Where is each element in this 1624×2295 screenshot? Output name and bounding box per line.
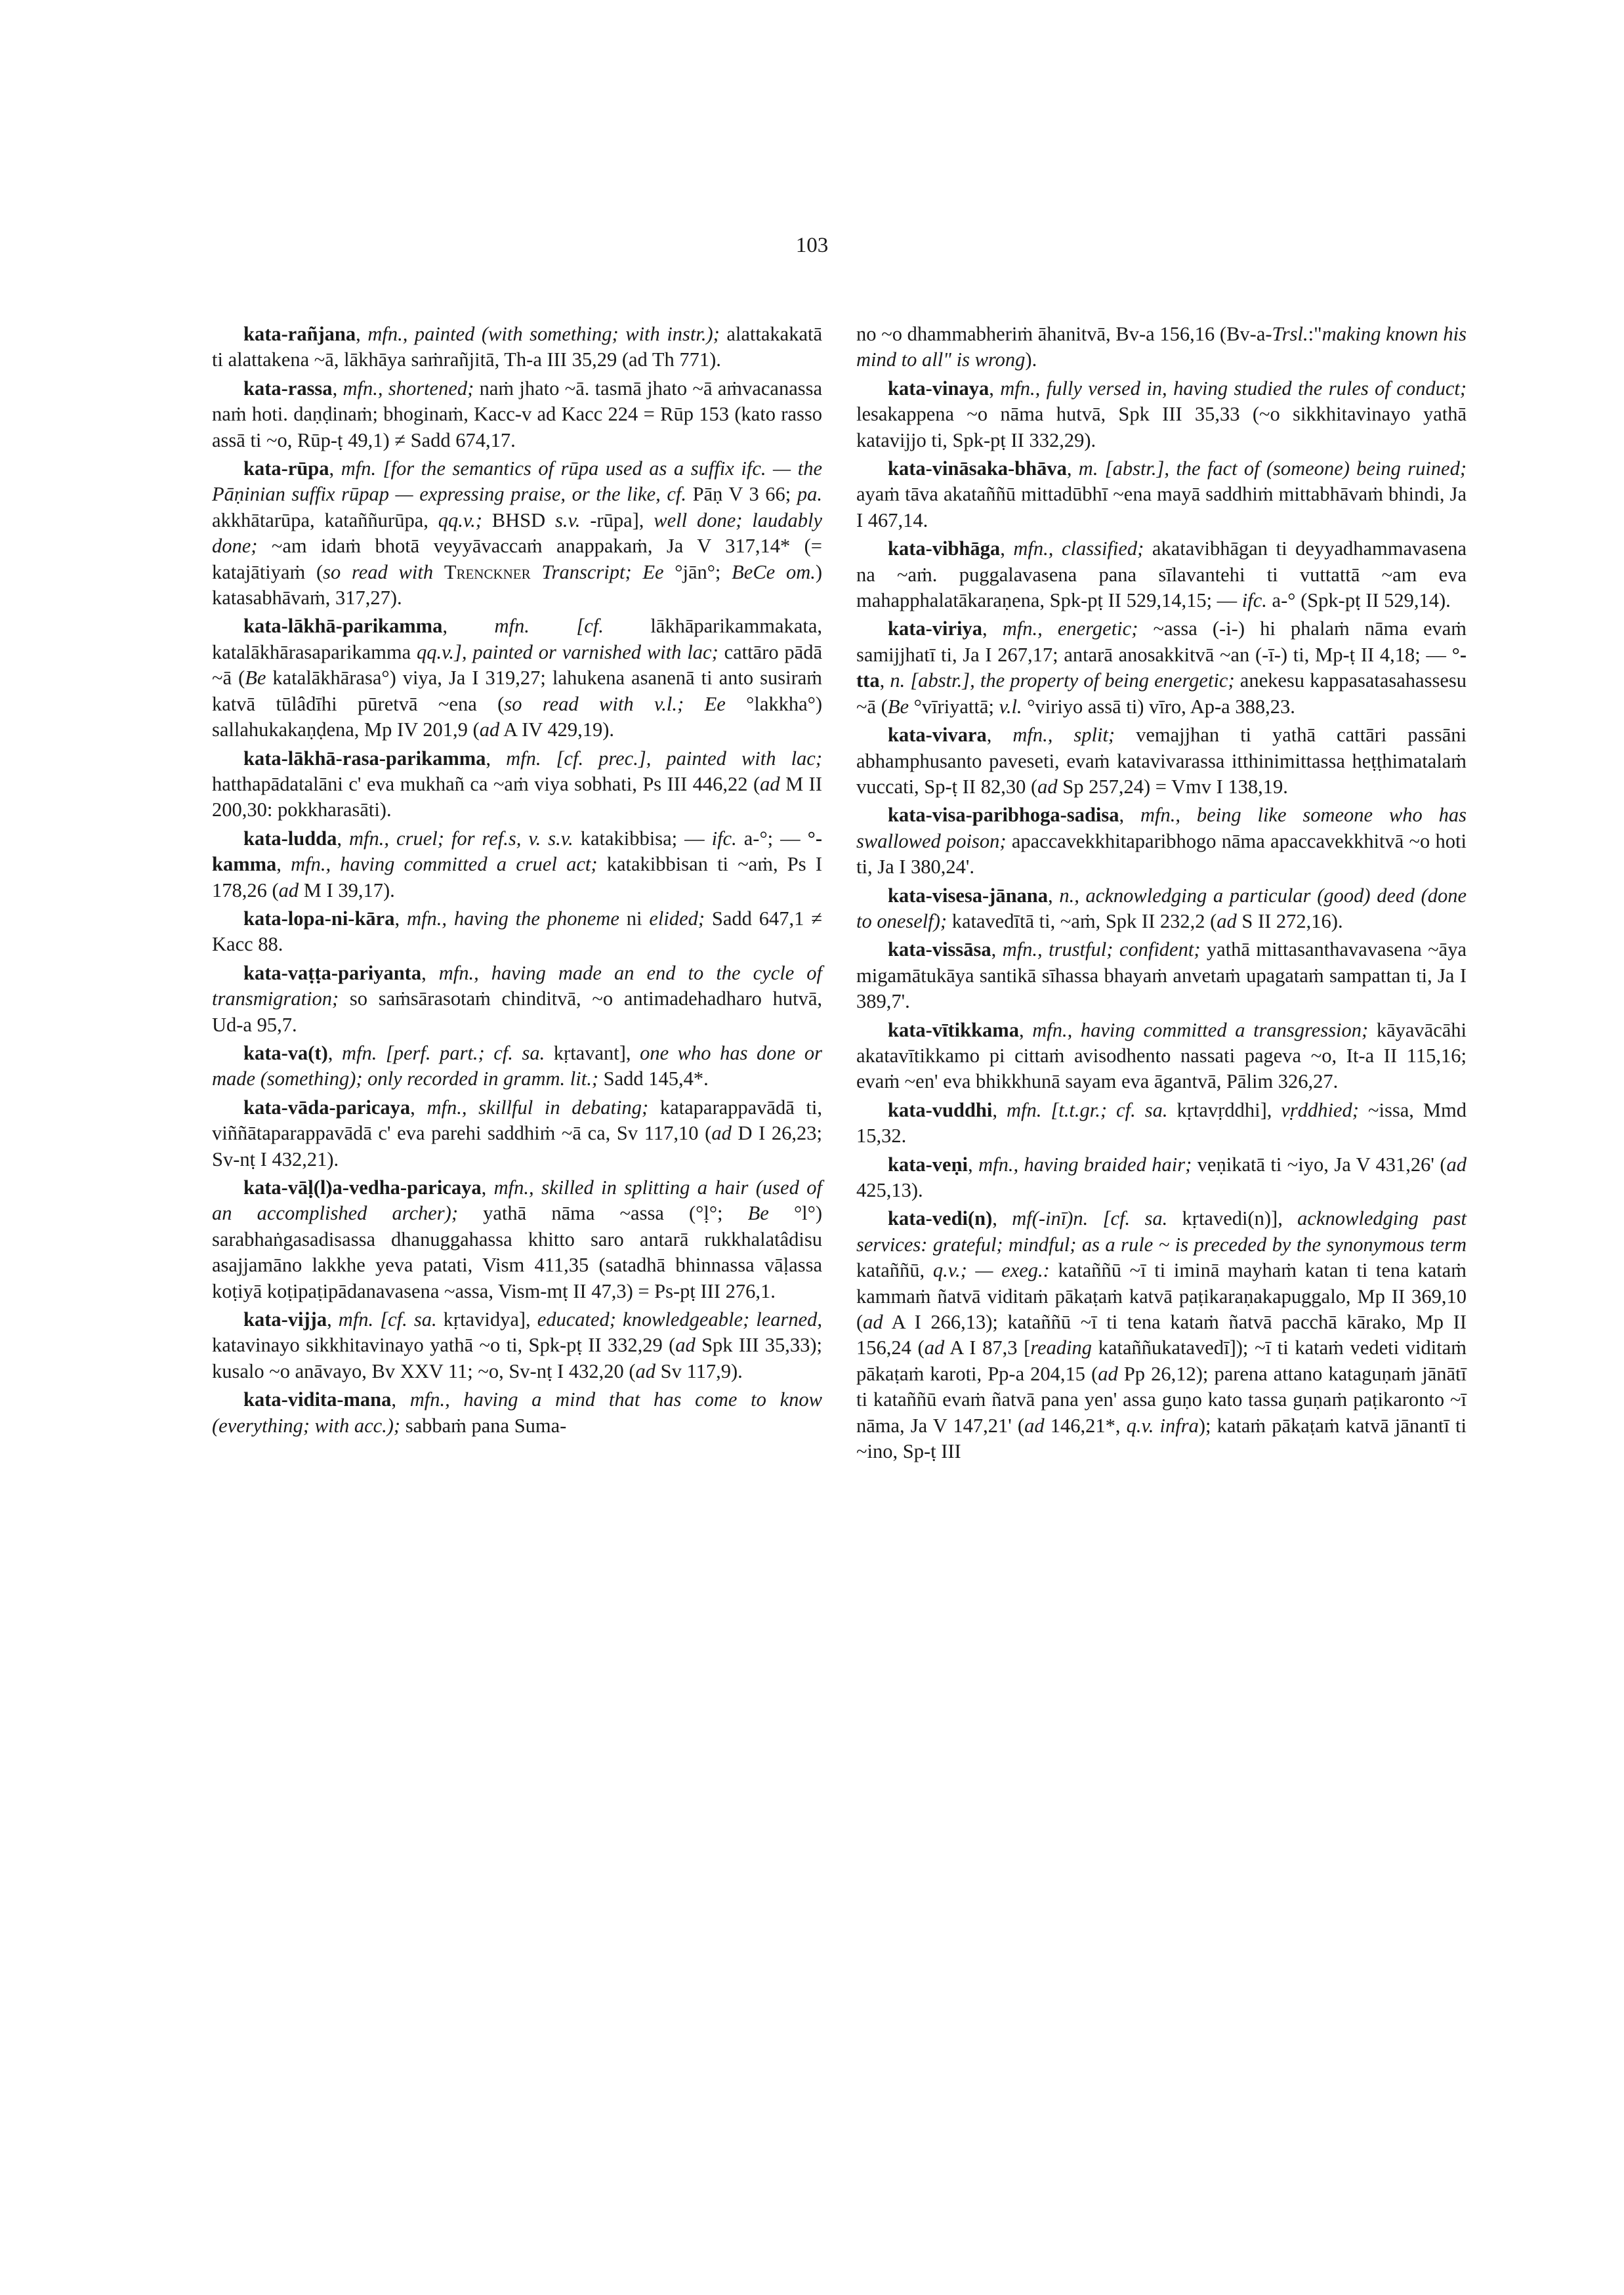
entry-text: anekesu kappasatasahassesu ~ā ( <box>856 669 1467 718</box>
entry-text: , <box>337 827 350 850</box>
entry-text: , <box>410 1096 427 1119</box>
headword: kata-visa-paribhoga-sadisa <box>888 804 1119 827</box>
dictionary-entry <box>212 321 822 373</box>
entry-text: mfn., split; <box>1012 724 1115 747</box>
entry-text: lesakappena ~o nāma hutvā, Spk III 35,33 (~o sikkhitavinayo yathā katavijjo ti, Spk-pṭ II 332,29). <box>856 403 1467 451</box>
entry-text: ad <box>1446 1153 1467 1176</box>
sub-headword: °-tta <box>856 643 1467 692</box>
entry-text: sabbaṁ pana Suma- <box>400 1414 567 1437</box>
dictionary-entry <box>856 616 1467 720</box>
entry-text: , <box>968 1153 979 1176</box>
entry-text: ~assa (-i-) hi phalaṁ nāma evaṁ samijjhatī ti, Ja I 267,17; antarā anosakkitvā ~an (-ī-) ti, Mp-ṭ II 4,18; — <box>856 617 1467 666</box>
entry-text: M I 39,17). <box>299 879 395 901</box>
dictionary-entry <box>212 456 822 611</box>
entry-text: ad <box>1217 909 1237 932</box>
headword: kata-va(t) <box>243 1041 328 1064</box>
entry-text: mfn., having braided hair; <box>978 1153 1192 1176</box>
entry-text: mfn., fully versed in, having studied the rules of conduct; <box>1000 377 1467 400</box>
entry-text: °jān°; <box>663 560 732 583</box>
entry-text: mfn., skillful in debating; <box>427 1096 649 1119</box>
headword: kata-rañjana <box>243 323 356 345</box>
entry-text: kṛtavant], <box>545 1041 640 1064</box>
entry-text: , <box>394 907 407 930</box>
entry-text: mfn. [cf. <box>494 615 604 638</box>
entry-text: well done; laudably done; <box>212 508 823 558</box>
entry-text: ifc. <box>1241 589 1267 612</box>
entry-text: q.v. infra <box>1126 1414 1199 1437</box>
entry-text: ad <box>1037 775 1058 798</box>
dictionary-entry <box>212 826 822 903</box>
entry-text: mfn., having made an end to the cycle of transmigration; <box>212 961 823 1010</box>
left-column <box>212 321 822 1441</box>
entry-text: Transcript; Ee <box>541 560 664 583</box>
dictionary-entry <box>856 883 1467 935</box>
dictionary-entry <box>856 536 1467 613</box>
entry-text: BeCe om. <box>732 560 816 583</box>
entry-text: a-°; — <box>736 827 808 850</box>
entry-text: m. [abstr.], the fact of (someone) being ruined; <box>1078 457 1467 480</box>
right-column <box>856 321 1467 1467</box>
entry-text: mf(-inī)n. [cf. sa. <box>1012 1207 1168 1230</box>
entry-text: mfn. [cf. sa. <box>338 1308 437 1331</box>
entry-text: so read with v.l.; Ee <box>504 692 726 715</box>
headword: kata-lākhā-parikamma <box>243 615 443 638</box>
dictionary-entry <box>856 321 1467 373</box>
dictionary-entry <box>856 456 1467 533</box>
entry-text: A I 266,13); kataññū ~ī ti tena kataṁ ñatvā pacchā kārako, Mp II 156,24 ( <box>856 1311 1467 1359</box>
entry-text: kṛtavṛddhi], <box>1167 1098 1281 1121</box>
dictionary-entry <box>856 1206 1467 1464</box>
entry-text: ); kataṁ pākaṭaṁ katvā jānantī ti ~ino, Sp-ṭ III <box>856 1414 1467 1463</box>
entry-text: making known his mind to all" is wrong <box>856 323 1467 371</box>
entry-text: , <box>1048 884 1060 907</box>
headword: kata-vinaya <box>888 377 989 400</box>
dictionary-entry <box>856 376 1467 453</box>
entry-text: mfn., skilled in splitting a hair (used of an accomplished archer); <box>212 1176 822 1225</box>
entry-text: q.v.; — exeg.: <box>932 1259 1050 1282</box>
entry-text: elided; <box>649 907 705 930</box>
entry-text: ad <box>1098 1362 1118 1385</box>
entry-text: no ~o dhammabheriṁ āhanitvā, Bv-a 156,16 (Bv-a- <box>856 323 1272 345</box>
entry-text: mfn. [cf. prec.], painted with lac; <box>506 747 822 770</box>
entry-text <box>433 561 444 583</box>
headword: kata-viriya <box>888 617 983 640</box>
entry-text: Pāṇ V 3 66; <box>686 483 797 506</box>
dictionary-entry <box>212 1387 822 1439</box>
headword: kata-vedi(n) <box>888 1207 993 1230</box>
entry-text: mfn., being like someone who has swallowed poison; <box>856 804 1467 852</box>
entry-text: BHSD <box>482 508 556 531</box>
entry-text: :" <box>1308 323 1322 345</box>
entry-text: acknowledging past services: grateful; mindful; as a rule ~ is preceded by the synonymous term <box>856 1207 1467 1256</box>
entry-text: , <box>1000 537 1014 560</box>
entry-text: , <box>329 457 341 480</box>
dictionary-entry <box>856 1018 1467 1095</box>
entry-text: Sp 257,24) = Vmv I 138,19. <box>1057 775 1288 798</box>
entry-text: , <box>991 938 1003 961</box>
entry-text: M II 200,30: pokkharasāti). <box>212 772 822 821</box>
headword: kata-vāda-paricaya <box>243 1096 411 1119</box>
entry-text: a-° (Spk-pṭ II 529,14). <box>1266 589 1451 612</box>
sub-headword: °-kamma <box>212 827 822 876</box>
entry-text: cattāro pādā ~ā ( <box>212 640 823 690</box>
dictionary-entry <box>212 1041 822 1092</box>
entry-text: ad <box>675 1334 696 1357</box>
entry-text: °vīriyattā; <box>909 695 999 718</box>
headword: kata-vāḷ(l)a-vedha-paricaya <box>243 1176 482 1199</box>
entry-text: mfn., having committed a cruel act; <box>291 853 598 876</box>
entry-text: mfn., shortened; <box>343 377 474 400</box>
entry-text: so read with <box>323 560 434 583</box>
entry-text: kṛtavedi(n)], <box>1167 1207 1298 1230</box>
entry-text: 425,13). <box>856 1179 923 1201</box>
entry-text: Be <box>747 1202 769 1225</box>
entry-text: mfn., energetic; <box>1002 617 1138 640</box>
entry-text: kataññū, <box>856 1259 933 1282</box>
entry-text: , <box>332 377 343 400</box>
entry-text: , <box>1066 457 1079 480</box>
entry-text: mfn., cruel; for ref.s, v. s.v. <box>349 827 573 850</box>
entry-text: ifc. <box>711 827 737 850</box>
entry-text: , <box>989 377 1001 400</box>
entry-text: Sadd 145,4*. <box>598 1067 709 1090</box>
headword: kata-vijja <box>243 1308 327 1331</box>
headword: kata-vināsaka-bhāva <box>888 457 1067 480</box>
headword: kata-vaṭṭa-pariyanta <box>243 961 422 984</box>
entry-text: A IV 429,19). <box>499 718 615 741</box>
entry-text <box>531 561 542 583</box>
dictionary-entry <box>212 746 822 823</box>
entry-text: kāyavācāhi akatavītikkamo pi cittaṁ avisodhento nassati pageva ~o, It-a II 115,16; evaṁ ~en' eva bhikkhunā sayam eva āgantvā, Pālim 326,27. <box>856 1018 1467 1093</box>
dictionary-entry <box>212 1095 822 1172</box>
entry-text: one who has done or made (something); only recorded in gramm. lit.; <box>212 1041 822 1090</box>
dictionary-entry <box>212 613 822 743</box>
entry-text: ad <box>278 879 299 901</box>
entry-text: reading <box>1030 1336 1093 1359</box>
entry-text: Pp 26,12); parena attano kataguṇaṁ jānātī ti kataññū evaṁ ñatvā pana yen' assa guṇo kato tassa guṇaṁ paṭikaronto ~ī nāma, Ja V 147,21' ( <box>856 1362 1467 1437</box>
entry-text: kataññukatavedī]); ~ī ti kataṁ vedeti viditaṁ pākaṭaṁ karoti, Pp-a 204,15 ( <box>856 1336 1467 1385</box>
dictionary-entry <box>856 1152 1467 1204</box>
entry-text: mfn. [for the semantics of rūpa used as a suffix ifc. — the Pāṇinian suffix rūpap — expressing praise, or the like, cf. <box>212 457 822 506</box>
entry-text: , <box>356 323 368 345</box>
entry-text: 146,21*, <box>1044 1414 1127 1437</box>
entry-text: , <box>1119 804 1140 827</box>
entry-text: vemajjhan ti yathā cattāri passāni abhamphusanto paveseti, evaṁ katavivarassa itthinimittassa heṭṭhimatalaṁ vuccati, Sp-ṭ II 82,30 ( <box>856 724 1467 798</box>
entry-text: v.l. <box>999 695 1022 718</box>
entry-text: kataparappavādā ti, viññātaparappavādā c' eva parehi saddhiṁ ~ā ca, Sv 117,10 ( <box>212 1096 822 1145</box>
headword: kata-veṇi <box>888 1153 968 1176</box>
entry-text: Be <box>245 667 266 690</box>
entry-text: ad <box>635 1359 656 1382</box>
entry-text: ni <box>619 907 650 930</box>
entry-text: S II 272,16). <box>1236 909 1343 932</box>
entry-text: yathā nāma ~assa (°ḷ°; <box>458 1202 748 1225</box>
entry-text: kataññū ~ī ti iminā mayhaṁ katan ti tena kataṁ kammaṁ ñatvā viditaṁ pākaṭaṁ katvā paṭikaraṇakapuggalo, Mp II 369,10 ( <box>856 1259 1467 1334</box>
headword: kata-rūpa <box>243 457 329 480</box>
dictionary-entry <box>856 722 1467 800</box>
entry-text: vṛddhied; <box>1281 1098 1359 1121</box>
entry-text: -rūpa], <box>580 508 654 531</box>
entry-text: katalākhārasa°) viya, Ja I 319,27; lahukena asanenā ti anto susiraṁ katvā tūlâdīhi pūretvā ~ena ( <box>212 667 822 715</box>
entry-text: Sadd 647,1 ≠ Kacc 88. <box>212 907 822 956</box>
dictionary-entry <box>212 961 822 1038</box>
entry-text: A I 87,3 [ <box>944 1336 1031 1359</box>
entry-text: Trenckner <box>444 560 531 583</box>
entry-text: ad <box>1024 1414 1045 1437</box>
entry-text: qq.v.], painted or varnished with lac; <box>417 640 718 663</box>
entry-text: , <box>982 617 1003 640</box>
page-number: 103 <box>795 234 829 257</box>
entry-text: mfn., having committed a transgression; <box>1032 1018 1369 1041</box>
entry-text: naṁ jhato ~ā. tasmā jhato ~ā aṁvacanassa naṁ hoti. daṇḍinaṁ; bhoginaṁ, Kacc-v ad Kacc 224 = Rūp 153 (kato rasso assā ti ~o, Rūp-ṭ 49,1) ≠ Sadd 674,17. <box>212 377 823 451</box>
dictionary-entry <box>212 1175 822 1304</box>
entry-text: pa. <box>797 483 822 506</box>
entry-text: kṛtavidya], <box>436 1308 537 1331</box>
headword: kata-vuddhi <box>888 1098 993 1121</box>
entry-text: apaccavekkhitaparibhogo nāma apaccavekkhitvā ~o hoti ti, Ja I 380,24'. <box>856 829 1467 879</box>
entry-text: mfn., having the phoneme <box>406 907 619 930</box>
entry-text: °viriyo assā ti) vīro, Ap-a 388,23. <box>1022 695 1295 718</box>
entry-text: ayaṁ tāva akataññū mittadūbhī ~ena mayā saddhiṁ mittabhāvaṁ bhindi, Ja I 467,14. <box>856 483 1467 531</box>
entry-text: mfn. [perf. part.; cf. sa. <box>341 1041 545 1064</box>
headword: kata-visesa-jānana <box>888 884 1049 907</box>
entry-text: ad <box>924 1336 945 1359</box>
entry-text: °lakkha°) sallahukakaṇḍena, Mp IV 201,9 ( <box>212 692 822 741</box>
entry-text: akkhātarūpa, kataññurūpa, <box>212 508 438 531</box>
headword: kata-ludda <box>243 827 337 850</box>
headword: kata-vissāsa <box>888 938 991 961</box>
dictionary-entry <box>212 376 822 453</box>
entry-text: ~am idaṁ bhotā veyyāvaccaṁ anappakaṁ, Ja V 317,14* (= katajātiyaṁ ( <box>212 535 822 583</box>
entry-text: n. [abstr.], the property of being energetic; <box>890 669 1235 692</box>
headword: kata-lākhā-rasa-parikamma <box>243 747 486 770</box>
entry-text: , <box>1018 1018 1033 1041</box>
entry-text: mfn., having a mind that has come to know (everything; with acc.); <box>212 1388 822 1437</box>
entry-text: , <box>421 961 439 984</box>
entry-text: educated; knowledgeable; learned, <box>537 1308 823 1331</box>
dictionary-entry <box>856 1098 1467 1149</box>
entry-text: katavinayo sikkhitavinayo yathā ~o ti, Spk-pṭ II 332,29 ( <box>212 1334 676 1357</box>
entry-text: D I 26,23; Sv-nṭ I 432,21). <box>212 1122 822 1170</box>
entry-text: yathā mittasanthavavasena ~āya migamātukāya santikā sīhassa bhayaṁ anvetaṁ upagataṁ sampattan ti, Ja I 389,7'. <box>856 938 1467 1013</box>
entry-text: ) katasabhāvaṁ, 317,27). <box>212 560 823 610</box>
entry-text: ~issa, Mmd 15,32. <box>856 1098 1467 1148</box>
entry-text: ad <box>479 718 500 741</box>
headword: kata-rassa <box>243 377 333 400</box>
entry-text: ). <box>1025 348 1037 371</box>
dictionary-entry <box>212 1307 822 1384</box>
entry-text: °l°) sarabhaṅgasadisassa dhanuggahassa khitto saro antarā rukkhalatâdisu asajjamāno lakkhe yeva patati, Vism 411,35 (satadhā bhinnassa vāḷassa koṭiyā koṭipaṭipādanavasena ~assa, Vism-mṭ II 47,3) = Ps-pṭ III 276,1. <box>212 1202 822 1302</box>
headword: kata-vivara <box>888 724 987 747</box>
entry-text: ad <box>760 772 780 795</box>
entry-text: , <box>391 1388 410 1411</box>
entry-text: , <box>879 669 890 692</box>
entry-text: Spk III 35,33); kusalo ~o anāvayo, Bv XXV 11; ~o, Sv-nṭ I 432,20 ( <box>212 1334 822 1382</box>
entry-text: qq.v.; <box>438 508 482 531</box>
entry-text: s.v. <box>555 508 581 531</box>
entry-text: ad <box>863 1311 883 1334</box>
entry-text: alattakakatā ti alattakena ~ā, lākhāya saṁrañjitā, Th-a III 35,29 (ad Th 771). <box>212 323 822 371</box>
entry-text: , <box>986 724 1013 747</box>
dictionary-entry <box>856 937 1467 1014</box>
entry-text: , <box>327 1041 342 1064</box>
entry-text: , <box>486 747 507 770</box>
entry-text: , <box>276 853 291 876</box>
entry-text: n., acknowledging a particular (good) deed (done to oneself); <box>856 884 1467 932</box>
entry-text: Trsl. <box>1272 323 1308 345</box>
entry-text: ad <box>711 1122 732 1145</box>
entry-text: , <box>992 1098 1007 1121</box>
entry-text: , <box>442 615 495 638</box>
entry-text: veṇikatā ti ~iyo, Ja V 431,26' ( <box>1192 1153 1447 1176</box>
headword: kata-lopa-ni-kāra <box>243 907 395 930</box>
dictionary-entry <box>212 906 822 958</box>
headword: kata-vibhāga <box>888 537 1001 560</box>
dictionary-entry <box>856 802 1467 880</box>
entry-text: , <box>481 1176 494 1199</box>
entry-text: hatthapādatalāni c' eva mukhañ ca ~aṁ viya sobhati, Ps III 446,22 ( <box>212 772 760 795</box>
entry-text: lākhāparikammakata, katalākhārasaparikamma <box>212 615 822 663</box>
entry-text: , <box>327 1308 339 1331</box>
entry-text: , <box>992 1207 1012 1230</box>
entry-text: Sv 117,9). <box>656 1359 743 1382</box>
entry-text: akatavibhāgan ti deyyadhammavasena na ~aṁ. puggalavasena pana sīlavantehi ti vuttattā ~am eva mahapphalatākaraṇena, Spk-pṭ II 529,14,15; — <box>856 537 1467 612</box>
entry-text: mfn., classified; <box>1013 537 1144 560</box>
entry-text: mfn. [t.t.gr.; cf. sa. <box>1007 1098 1168 1121</box>
entry-text: katavedītā ti, ~aṁ, Spk II 232,2 ( <box>947 909 1217 932</box>
entry-text: mfn., trustful; confident; <box>1002 938 1201 961</box>
entry-text: mfn., painted (with something; with instr.); <box>367 323 720 345</box>
headword: kata-vidita-mana <box>243 1388 392 1411</box>
entry-text: katakibbisan ti ~aṁ, Ps I 178,26 ( <box>212 853 822 901</box>
headword: kata-vītikkama <box>888 1018 1019 1041</box>
entry-text: katakibbisa; — <box>573 827 712 850</box>
entry-text: Be <box>887 695 909 718</box>
entry-text: so saṁsārasotaṁ chinditvā, ~o antimadehadharo hutvā, Ud-a 95,7. <box>212 987 822 1036</box>
